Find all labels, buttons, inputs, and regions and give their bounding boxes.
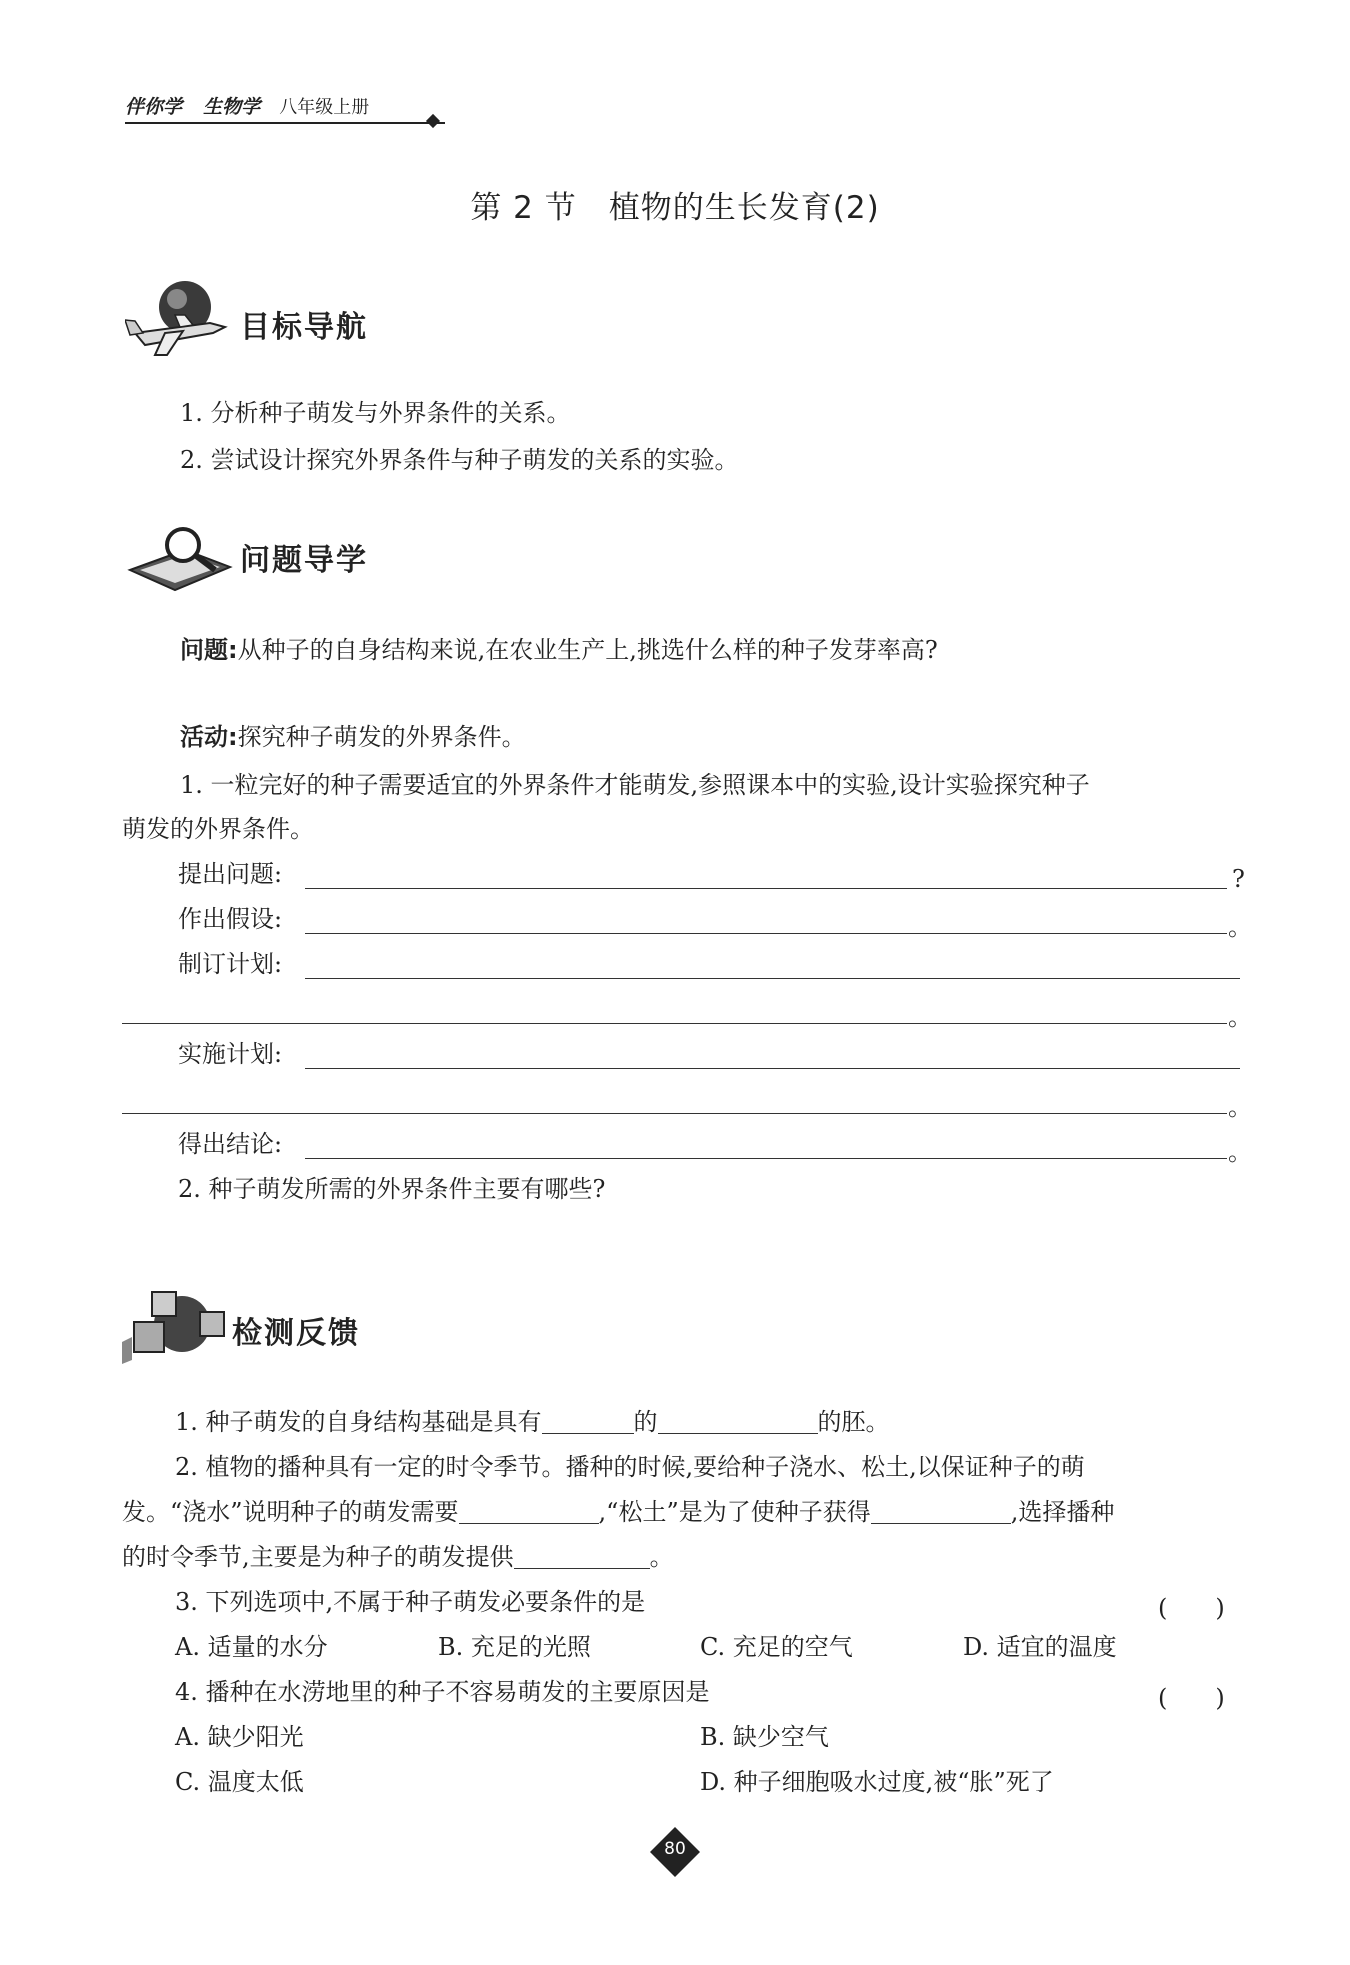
step-plan: 制订计划: xyxy=(178,950,283,978)
answer-line[interactable] xyxy=(305,1068,1240,1069)
step-implement: 实施计划: xyxy=(178,1040,283,1068)
answer-line[interactable] xyxy=(305,933,1227,934)
option-d[interactable]: D. 适宜的温度 xyxy=(963,1633,1117,1661)
period-mark: 。 xyxy=(1228,913,1252,941)
page-title: 第 2 节 植物的生长发育(2) xyxy=(470,190,880,226)
goal-item-2: 2. 尝试设计探究外界条件与种子萌发的关系的实验。 xyxy=(180,446,739,474)
answer-parentheses[interactable]: ( ) xyxy=(1158,1684,1225,1712)
feedback-q2-line3 xyxy=(122,1540,674,1574)
activity-label: 活动: xyxy=(180,723,238,751)
option-d[interactable]: D. 种子细胞吸水过度,被“胀”死了 xyxy=(700,1768,1054,1796)
section-title-goals: 目标导航 xyxy=(240,310,368,345)
option-a[interactable]: A. 适量的水分 xyxy=(175,1633,328,1661)
option-b[interactable]: B. 缺少空气 xyxy=(700,1723,829,1751)
question-text: 从种子的自身结构来说,在农业生产上,挑选什么样的种子发芽率高? xyxy=(237,636,938,664)
step-conclusion: 得出结论: xyxy=(178,1130,283,1158)
answer-line[interactable] xyxy=(305,888,1227,889)
feedback-q2-text-a: 发。“浇水”说明种子的萌发需要 xyxy=(122,1498,459,1526)
fill-blank[interactable] xyxy=(542,1407,634,1434)
feedback-q2-text-c: ,选择播种 xyxy=(1010,1498,1115,1526)
running-header xyxy=(125,92,445,124)
feedback-q1-text-c: 的胚。 xyxy=(817,1408,890,1436)
feedback-q1-text-b: 的 xyxy=(633,1408,658,1436)
fill-blank[interactable] xyxy=(459,1497,599,1524)
section-title-feedback: 检测反馈 xyxy=(232,1316,360,1351)
airplane-globe-icon xyxy=(125,275,235,365)
question-label: 问题: xyxy=(180,636,238,664)
option-c[interactable]: C. 温度太低 xyxy=(175,1768,304,1796)
feedback-q2-text-b: ,“松土”是为了使种子获得 xyxy=(598,1498,871,1526)
cubes-globe-icon xyxy=(122,1282,232,1372)
option-a[interactable]: A. 缺少阳光 xyxy=(175,1723,304,1751)
fill-blank[interactable] xyxy=(658,1407,818,1434)
answer-line[interactable] xyxy=(122,1023,1227,1024)
feedback-q2-text-e: 。 xyxy=(649,1543,674,1571)
option-b[interactable]: B. 充足的光照 xyxy=(438,1633,591,1661)
feedback-q2-line1: 2. 植物的播种具有一定的时令季节。播种的时候,要给种子浇水、松土,以保证种子的萌 xyxy=(175,1453,1085,1481)
answer-parentheses[interactable]: ( ) xyxy=(1158,1594,1225,1622)
fill-blank[interactable] xyxy=(514,1542,650,1569)
feedback-q2-line2 xyxy=(122,1495,1114,1529)
header-grade: 八年级上册 xyxy=(279,97,370,118)
goal-item-1: 1. 分析种子萌发与外界条件的关系。 xyxy=(180,399,571,427)
header-subject: 生物学 xyxy=(203,96,261,118)
activity-q1-line2: 萌发的外界条件。 xyxy=(122,815,314,843)
question-line xyxy=(180,633,938,667)
activity-q2: 2. 种子萌发所需的外界条件主要有哪些? xyxy=(178,1175,606,1203)
feedback-q3: 3. 下列选项中,不属于种子萌发必要条件的是 xyxy=(175,1588,646,1616)
magnifier-book-icon xyxy=(125,515,235,605)
feedback-q4: 4. 播种在水涝地里的种子不容易萌发的主要原因是 xyxy=(175,1678,710,1706)
section-title-guide: 问题导学 xyxy=(240,543,368,578)
activity-q1-line1: 1. 一粒完好的种子需要适宜的外界条件才能萌发,参照课本中的实验,设计实验探究种子 xyxy=(180,771,1090,799)
period-mark: 。 xyxy=(1228,1138,1252,1166)
activity-text: 探究种子萌发的外界条件。 xyxy=(237,723,526,751)
header-brand: 伴你学 xyxy=(125,96,183,118)
activity-line xyxy=(180,720,526,754)
page-number xyxy=(650,1827,700,1877)
step-hypothesis: 作出假设: xyxy=(178,905,283,933)
page-number-text: 80 xyxy=(664,1839,686,1859)
period-mark: 。 xyxy=(1228,1093,1252,1121)
question-mark: ? xyxy=(1232,865,1245,893)
feedback-q1 xyxy=(175,1405,890,1439)
answer-line[interactable] xyxy=(122,1113,1227,1114)
answer-line[interactable] xyxy=(305,978,1240,979)
option-c[interactable]: C. 充足的空气 xyxy=(700,1633,853,1661)
answer-line[interactable] xyxy=(305,1158,1227,1159)
feedback-q1-text-a: 1. 种子萌发的自身结构基础是具有 xyxy=(175,1408,542,1436)
feedback-q2-text-d: 的时令季节,主要是为种子的萌发提供 xyxy=(122,1543,514,1571)
fill-blank[interactable] xyxy=(871,1497,1011,1524)
step-propose-question: 提出问题: xyxy=(178,860,283,888)
period-mark: 。 xyxy=(1228,1003,1252,1031)
